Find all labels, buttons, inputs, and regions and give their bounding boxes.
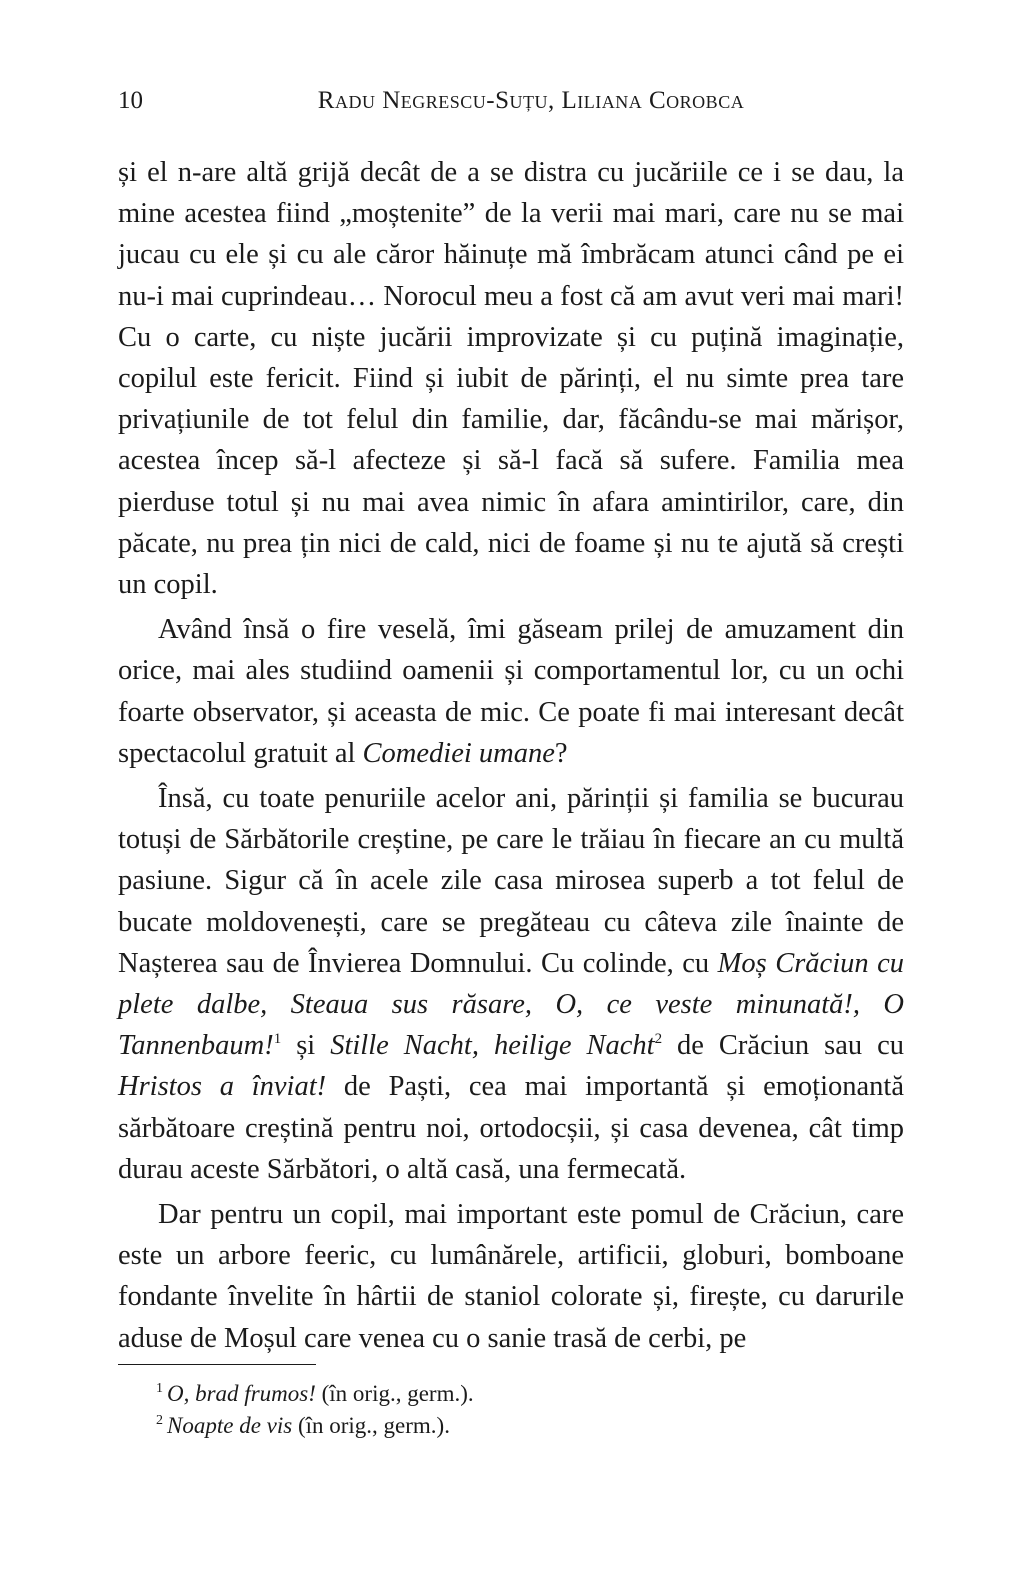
paragraph-2 <box>118 609 904 774</box>
paragraph-3-text-b: și <box>281 1030 331 1062</box>
footnote-2 <box>156 1410 904 1442</box>
body-text <box>118 152 904 1359</box>
footnote-text: (în orig., germ.). <box>315 1381 474 1406</box>
paragraph-3-italic-1: Moș Crăciun cu plete dalbe, Steaua sus răsare, O, ce veste minunată!, O Tannenbaum! <box>118 947 904 1062</box>
paragraph-3-text-c: de Crăciun sau cu <box>662 1030 905 1062</box>
paragraph-3-text-d: de Paști, cea mai importantă și emoționantă sărbătoare creștină pentru noi, ortodocșii, și casa devenea, cât timp durau aceste Sărbători, o altă casă, una fermecată. <box>118 1071 904 1185</box>
footnote-text: (în orig., germ.). <box>292 1413 450 1438</box>
footnote-divider <box>118 1364 316 1365</box>
page-header <box>118 84 904 118</box>
paragraph-2-italic: Comediei umane <box>362 737 555 769</box>
footnote-italic: Noapte de vis <box>167 1413 293 1438</box>
paragraph-4: Dar pentru un copil, mai important este pomul de Crăciun, care este un arbore feeric, cu lumânărele, artificii, globuri, bomboane fondante învelite în hârtii de staniol colorate și, firește, cu darurile aduse de Moșul care venea cu o sanie trasă de cerbi, pe <box>118 1199 904 1354</box>
paragraph-3-italic-2: Stille Nacht, heilige Nacht <box>330 1030 655 1062</box>
footnote-italic: O, brad frumos! <box>167 1381 316 1406</box>
paragraph-2-text-b: ? <box>554 737 568 769</box>
page-number: 10 <box>118 87 143 114</box>
footnote-number: 2 <box>156 1413 163 1428</box>
paragraph-1: și el n-are altă grijă decât de a se distra cu jucăriile ce i se dau, la mine acestea fiind „moștenite” de la verii mai mari, care nu se mai jucau cu ele și cu ale căror hăinuțe mă îmbrăcam atunci când pe ei nu-i mai cuprindeau… Norocul meu a fost că am avut veri mai mari! Cu o carte, cu niște jucării improvizate și cu puțină imaginație, copilul este fericit. Fiind și iubit de părinți, el nu simte prea tare privațiunile de tot felul din familie, dar, făcându-se mai mărișor, acestea încep să-l afecteze și să-l facă să sufere. Familia mea pierduse totul și nu mai avea nimic în afara amintirilor, care, din păcate, nu prea țin nici de cald, nici de foame și nu te ajută să crești un copil. <box>118 157 904 601</box>
footnotes <box>156 1378 904 1442</box>
paragraph-3-text-a: Însă, cu toate penuriile acelor ani, părinții și familia se bucurau totuși de Sărbătorile creștine, pe care le trăiau în fiecare an cu multă pasiune. Sigur că în acele zile casa mirosea superb a tot felul de bucate moldovenești, care se pregăteau cu câteva zile înainte de Nașterea sau de Învierea Domnului. Cu colinde, cu <box>118 783 904 979</box>
running-head: Radu Negrescu-Suțu, Liliana Corobca <box>317 87 745 114</box>
footnote-1 <box>156 1378 904 1410</box>
footnote-ref-1: 1 <box>273 1031 282 1048</box>
paragraph-2-text-a: Având însă o fire veselă, îmi găseam prilej de amuzament din orice, mai ales studiind oamenii și comportamentul lor, cu un ochi foarte observator, și aceasta de mic. Ce poate fi mai interesant decât spectacolul gratuit al <box>118 614 904 769</box>
footnote-ref-2: 2 <box>654 1031 663 1048</box>
paragraph-3 <box>118 778 904 1190</box>
paragraph-3-italic-3: Hristos a înviat! <box>118 1071 327 1103</box>
footnote-number: 1 <box>156 1381 163 1396</box>
